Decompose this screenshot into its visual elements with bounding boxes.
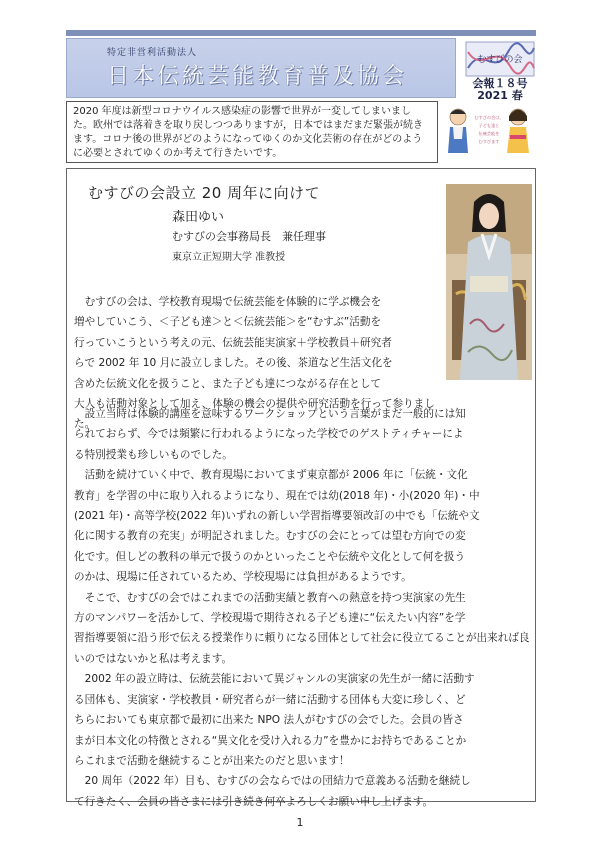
issue-label (462, 78, 538, 102)
article-title: むすびの会設立 20 周年に向けて (88, 184, 321, 202)
header-title-box (66, 38, 456, 98)
girl-hair-icon (509, 110, 527, 122)
author-photo (446, 184, 532, 380)
header-rule (66, 30, 536, 36)
org-type: 特定非営利活動法人 (107, 48, 198, 58)
boy-hair-icon (450, 110, 466, 115)
kids-caption-2: 子ども達と (478, 123, 500, 128)
page-number: 1 (296, 816, 304, 829)
girl-kimono-icon (507, 127, 529, 153)
issue-number: 会報１８号 (472, 77, 528, 90)
photo-obi-icon (470, 276, 508, 292)
article-paragraph-rest: 設立当時は体験的講座を意味するワークショップという言葉がまだ一般的には知 られておらず、今では頻繁に行われるようになった学校でのゲストティチャーによ る特別授業も珍しいものでした。 活動を続けていく中で、教育現場においてまず東京都が 2006 年に「伝統・文化 教育」を学習の中に取り入れるようになり、現在では幼(2018 年)・小(2020 年)・中 (2021 年)・高等学校(2022 年)いずれの新しい学習指導要領改訂の中でも「伝統や文 化に関する教育の充実」が明記されました。むすびの会にとっては望む方向での変 化です。但しどの教科の単元で扱うのかといったことや伝統や文化として何を扱う のかは、現場に任されているため、学校現場には負担があるようです。 そこで、むすびの会ではこれまでの活動実績と教育への熱意を持つ実演家の先生 方のマンパワーを活かして、学校現場で期待される子ども達に“伝えたい内容”を学 習指導要領に沿う形で伝える授業作りに頼りになる団体として社会に役立てることが出来れば良いのではないかと私は考えます。 2002 年の設立時は、伝統芸能において異ジャンルの実演家の先生が一緒に活動す る団体も、実演家・学校教員・研究者らが一緒に活動する団体も大変に珍しく、ど ちらにおいても東京都で最初に出来た NPO 法人がむすびの会でした。会員の皆さ まが日本文化の特徴とされる“異文化を受け入れる力”を豊かにお持ちであることか らこれまで活動を継続することが出来たのだと思います！ 20 周年（2022 年）目も、むすびの会ならではの団結力で意義ある活動を継続し て行きたく、会員の皆さまには引き続き何卒よろしくお願い申し上げます。 (74, 408, 530, 808)
girl-obi-icon (510, 135, 526, 139)
logo-text: むすびの会 (477, 55, 523, 65)
issue-year-season: 2021 春 (477, 89, 523, 102)
kids-caption-3: 伝統芸能を (478, 131, 500, 136)
photo-face-icon (479, 203, 499, 229)
kids-illustration (442, 101, 536, 163)
boy-collar-icon (453, 127, 463, 139)
musubi-logo (464, 38, 536, 80)
intro-text: 2020 年度は新型コロナウイルス感染症の影響で世界が一変してしまいました。欧州では落着きを取り戻しつつありますが，日本ではまだまだ緊張が続きます。コロナ後の世界がどのようになってゆくのか文化芸術の存在がどのように必要とされてゆくのか考えて行きたいです。 (66, 101, 438, 163)
kids-caption-4: むすびます (478, 139, 500, 144)
author-name: 森田ゆい (172, 210, 225, 225)
author-affiliation: 東京立正短期大学 准教授 (172, 252, 286, 263)
org-name: 日本伝統芸能教育普及協会 (107, 64, 408, 89)
article-paragraph-1: むすびの会は、学校教育現場で伝統芸能を体験的に学ぶ機会を 増やしていこう、＜子ども達＞と＜伝統芸能＞を“むすぶ”活動を 行っていこうという考えの元、伝統芸能実演家＋学校教員＋研究者 らで 2002 年 10 月に設立しました。その後、茶道など生活文化を 含めた伝統文化を扱うこと、また子ども達につながる存在として 大人も活動対象として加え、体験の機会の提供や研究活動を行って参りました。 (74, 296, 435, 431)
author-role: むすびの会事務局長 兼任理事 (172, 230, 326, 243)
kids-caption-1: むすびの会は、 (474, 115, 504, 120)
